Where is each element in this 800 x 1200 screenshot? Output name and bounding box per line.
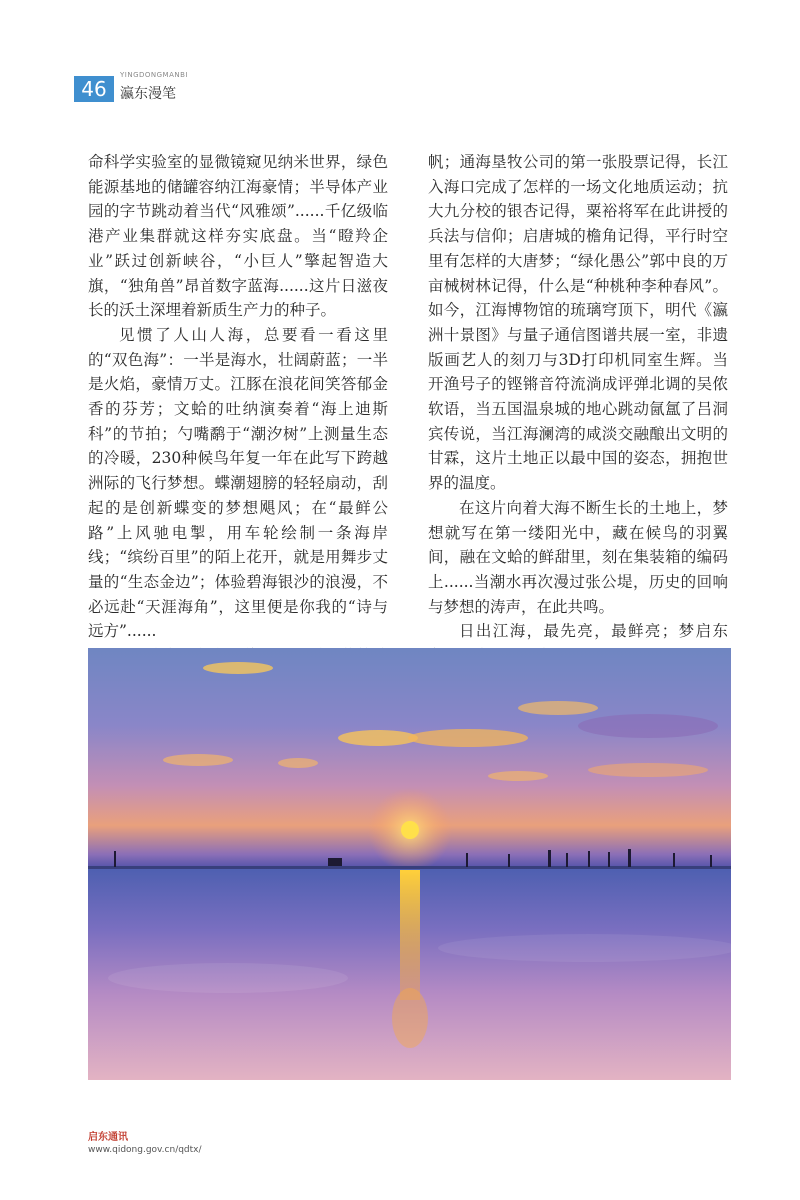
column-name: 瀛东漫笔 [120,86,176,102]
paragraph: 在这片向着大海不断生长的土地上，梦想就写在第一缕阳光中，藏在候鸟的羽翼间，融在文蛤的鲜甜里，刻在集装箱的编码上......当潮水再次漫过张公堤，历史的回响与梦想的涛声，在此共鸣。 [428,498,728,616]
footer-title: 启东通讯 [88,1132,128,1143]
page-footer [88,1128,202,1155]
sunset-photo [88,648,731,1080]
paragraph: 见惯了人山人海，总要看一看这里的“双色海”：一半是海水，壮阔蔚蓝；一半是火焰，豪情万丈。江豚在浪花间笑答郁金香的芬芳；文蛤的吐纳演奏着“海上迪斯科”的节拍；勺嘴鹬于“潮汐树”上测量生态的冷暖，230种候鸟年复一年在此写下跨越洲际的飞行梦想。蝶潮翅膀的轻轻扇动，刮起的是创新蝶变的梦想飓风；在“最鲜公路”上风驰电掣，用车轮绘制一条海岸线；“缤纷百里”的陌上花开，就是用舞步丈量的“生态金边”；体验碧海银沙的浪漫，不必远赴“天涯海角”，这里便是你我的“诗与远方”...... [88,325,388,641]
column-pinyin: YINGDONGMANBI [120,71,188,79]
paragraph: 帆；通海垦牧公司的第一张股票记得，长江入海口完成了怎样的一场文化地质运动；抗大九分校的银杏记得，粟裕将军在此讲授的兵法与信仰；启唐城的檐角记得，平行时空里有怎样的大唐梦；“绿化愚公”郭中良的万亩械树林记得，什么是“种桃种李种春风”。如今，江海博物馆的琉璃穹顶下，明代《瀛洲十景图》与量子通信图谱共展一室，非遗版画艺人的刻刀与3D打印机同室生辉。当开渔号子的铿锵音符流淌成评弹北调的吴侬软语，当五国温泉城的地心跳动氤氲了吕洞宾传说，当江海澜湾的咸淡交融酿出文明的甘霖，这片土地正以最中国的姿态，拥抱世界的温度。 [428,153,728,493]
page-header [74,64,254,104]
text-column-left [88,150,388,693]
page-number: 46 [74,76,114,102]
paragraph-final-text: 日出江海，最先亮，最鲜亮；梦启东 [459,622,728,641]
paragraph: 命科学实验室的显微镜窥见纳米世界，绿色能源基地的储罐容纳江海豪情；半导体产业园的字节跳动着当代“风雅颂”......千亿级临港产业集群就这样夯实底盘。当“瞪羚企业”跃过创新峡谷，“小巨人”擎起智造大旗，“独角兽”昂首数字蓝海......这片日滋夜长的沃土深埋着新质生产力的种子。 [88,153,388,320]
footer-url[interactable]: www.qidong.gov.cn/qdtx/ [88,1145,202,1155]
text-column-right [428,150,728,669]
